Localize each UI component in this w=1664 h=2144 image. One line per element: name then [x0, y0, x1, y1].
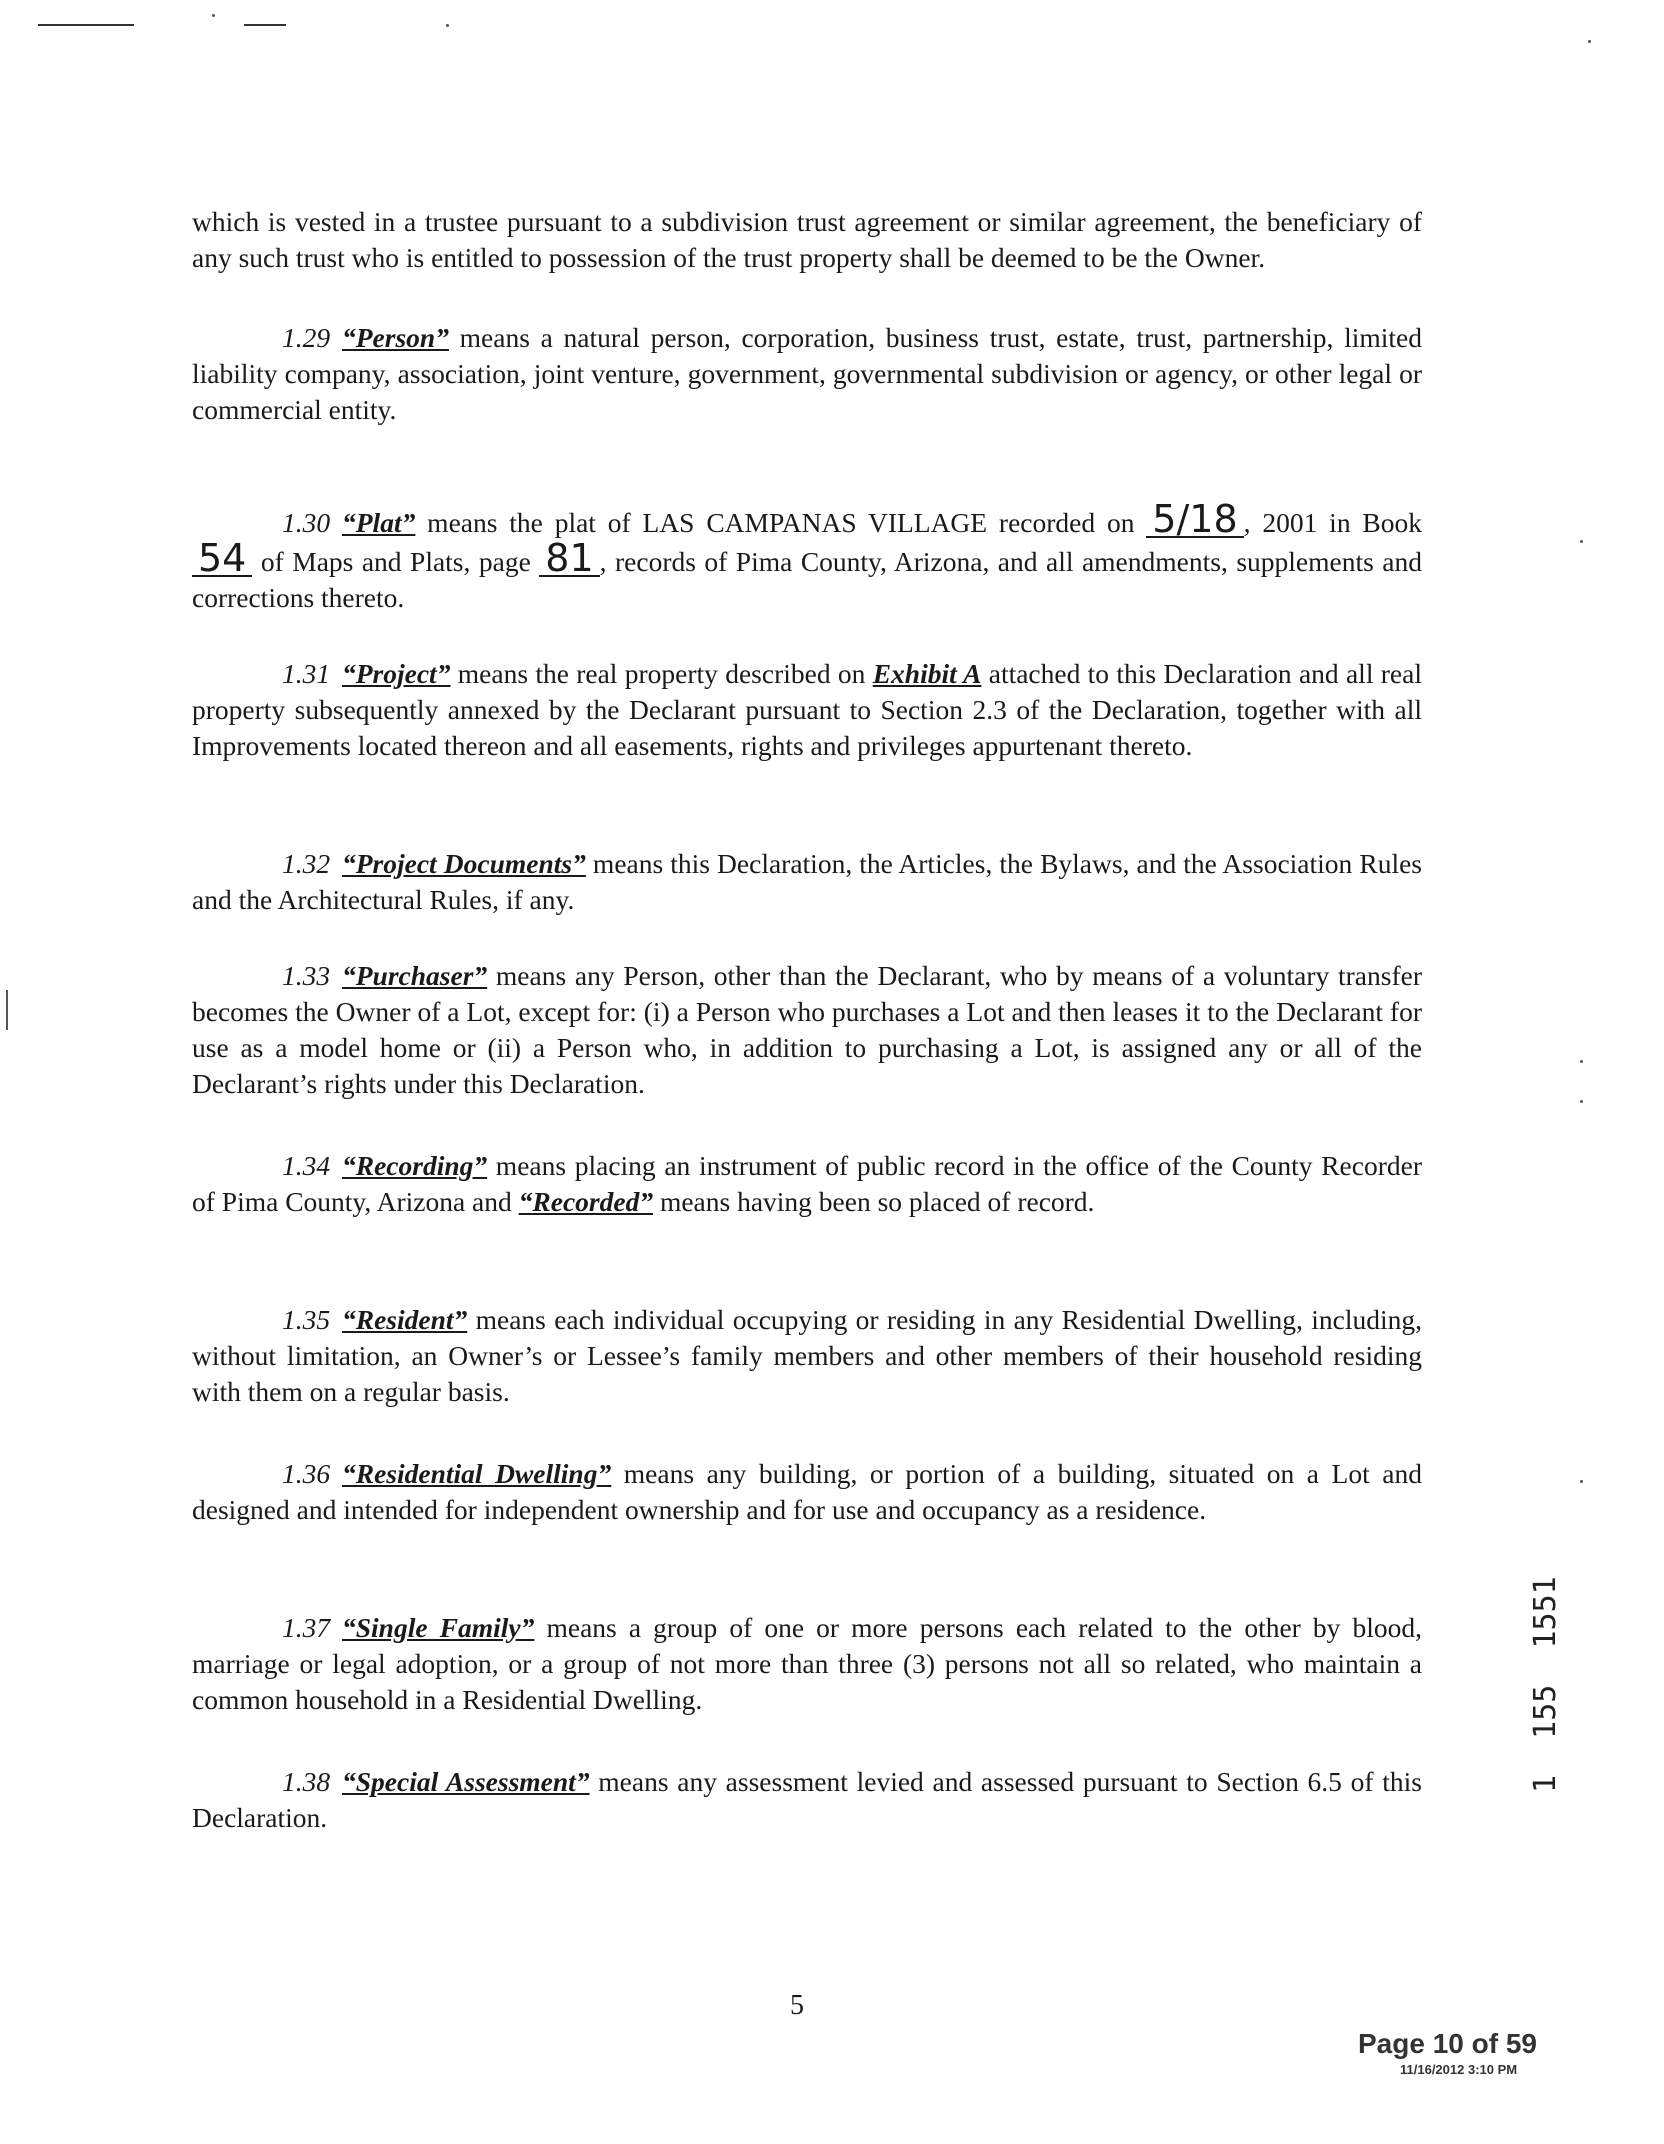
scan-mark: [38, 24, 134, 26]
definition-text: , 2001 in Book: [1243, 507, 1422, 538]
handwritten-book: 54: [192, 541, 252, 577]
definition-text: means a group of one or more persons each related to the other by blood, marriage or legal adoption, or a group of not more than three (3) persons not all so related, who maintain a common household in a Residential Dwelling.: [192, 1612, 1423, 1715]
definition-text: of Maps and Plats, page: [252, 546, 540, 577]
section-number: 1.30: [282, 507, 331, 538]
section-number: 1.29: [282, 322, 331, 353]
scan-mark: [244, 24, 286, 26]
defined-term: “Special Assessment”: [342, 1766, 590, 1797]
definition-text: , records of Pima County, Arizona, and all amendments, supplements and corrections thereto.: [192, 546, 1422, 613]
definition-text: means any building, or portion of a building, situated on a Lot and designed and intended for independent ownership and for use and occupancy as a residence.: [192, 1458, 1422, 1525]
section-number: 1.36: [282, 1458, 331, 1489]
defined-term: “Single Family”: [342, 1612, 535, 1643]
section-number: 1.38: [282, 1766, 331, 1797]
definition-text: means any Person, other than the Declarant, who by means of a voluntary transfer becomes the Owner of a Lot, except for: (i) a Person who purchases a Lot and then leases it to the Declarant for use as a model home or (ii) a Person who, in addition to purchasing a Lot, is assigned any or all of the Declarant’s rights under this Declaration.: [192, 960, 1422, 1099]
definition-paragraph: [192, 1764, 1422, 1836]
definition-paragraph: [192, 497, 1422, 616]
defined-term: “Purchaser”: [342, 960, 488, 991]
scan-dot: [1588, 40, 1591, 43]
section-number: 1.34: [282, 1150, 331, 1181]
definition-text: attached to this Declaration and all real property subsequently annexed by the Declarant pursuant to Section 2.3 of the Declaration, together with all Improvements located thereon and all easements, rights and privileges appurtenant thereto.: [192, 658, 1422, 761]
section-number: 1.32: [282, 848, 331, 879]
definition-paragraph: [192, 1610, 1422, 1718]
defined-term: “Project”: [342, 658, 451, 689]
definition-text: means the plat of LAS CAMPANAS VILLAGE recorded on: [415, 507, 1147, 538]
scan-dot: [1580, 1480, 1583, 1483]
section-number: 1.37: [282, 1612, 331, 1643]
page-number: 5: [790, 1990, 804, 2021]
defined-term: “Project Documents”: [342, 848, 586, 879]
defined-term: “Recording”: [342, 1150, 488, 1181]
definition-text: means this Declaration, the Articles, the Bylaws, and the Association Rules and the Architectural Rules, if any.: [192, 848, 1422, 915]
section-number: 1.35: [282, 1304, 331, 1335]
scan-dot: [212, 14, 215, 17]
scan-dot: [1580, 1060, 1583, 1063]
handwritten-date: 5/18: [1146, 502, 1243, 538]
scan-dot: [1580, 1100, 1583, 1103]
definition-text: means any assessment levied and assessed pursuant to Section 6.5 of this Declaration.: [192, 1766, 1422, 1833]
defined-term: “Residential Dwelling”: [342, 1458, 612, 1489]
definition-paragraph: [192, 846, 1422, 918]
defined-term: “Person”: [342, 322, 449, 353]
definition-text: means placing an instrument of public record in the office of the County Recorder of Pima County, Arizona and: [192, 1150, 1422, 1217]
page-counter: Page 10 of 59: [1358, 2028, 1537, 2059]
handwritten-page: 81: [539, 541, 599, 577]
defined-term: “Recorded”: [518, 1186, 654, 1217]
scan-edge-mark: [6, 990, 8, 1030]
scan-dot: [1580, 540, 1583, 543]
definition-text: means the real property described on: [450, 658, 873, 689]
definition-paragraph: [192, 958, 1422, 1102]
definition-text: means a natural person, corporation, business trust, estate, trust, partnership, limited liability company, association, joint venture, government, governmental subdivision or agency, or other legal or commercial entity.: [192, 322, 1422, 425]
continuation-paragraph: [192, 204, 1422, 276]
definition-text: means each individual occupying or residing in any Residential Dwelling, including, without limitation, an Owner’s or Lessee’s family members and other members of their household residing with them on a regular basis.: [192, 1304, 1422, 1407]
scan-dot: [446, 24, 449, 27]
definition-paragraph: [192, 320, 1422, 428]
definition-paragraph: [192, 1302, 1422, 1410]
exhibit-reference: Exhibit A: [872, 658, 982, 689]
docket-number: 1 155 1551: [1528, 1576, 1563, 1794]
definition-paragraph: [192, 1456, 1422, 1528]
defined-term: “Plat”: [342, 507, 416, 538]
print-timestamp: 11/16/2012 3:10 PM: [1400, 2062, 1518, 2077]
definition-text: means having been so placed of record.: [653, 1186, 1095, 1217]
margin-docket-stamp: [1530, 1525, 1564, 1845]
continuation-text: which is vested in a trustee pursuant to a subdivision trust agreement or similar agreement, the beneficiary of any such trust who is entitled to possession of the trust property shall be deemed to be the Owner.: [192, 206, 1422, 273]
defined-term: “Resident”: [342, 1304, 468, 1335]
definition-paragraph: [192, 656, 1422, 764]
section-number: 1.33: [282, 960, 331, 991]
section-number: 1.31: [282, 658, 331, 689]
definition-paragraph: [192, 1148, 1422, 1220]
